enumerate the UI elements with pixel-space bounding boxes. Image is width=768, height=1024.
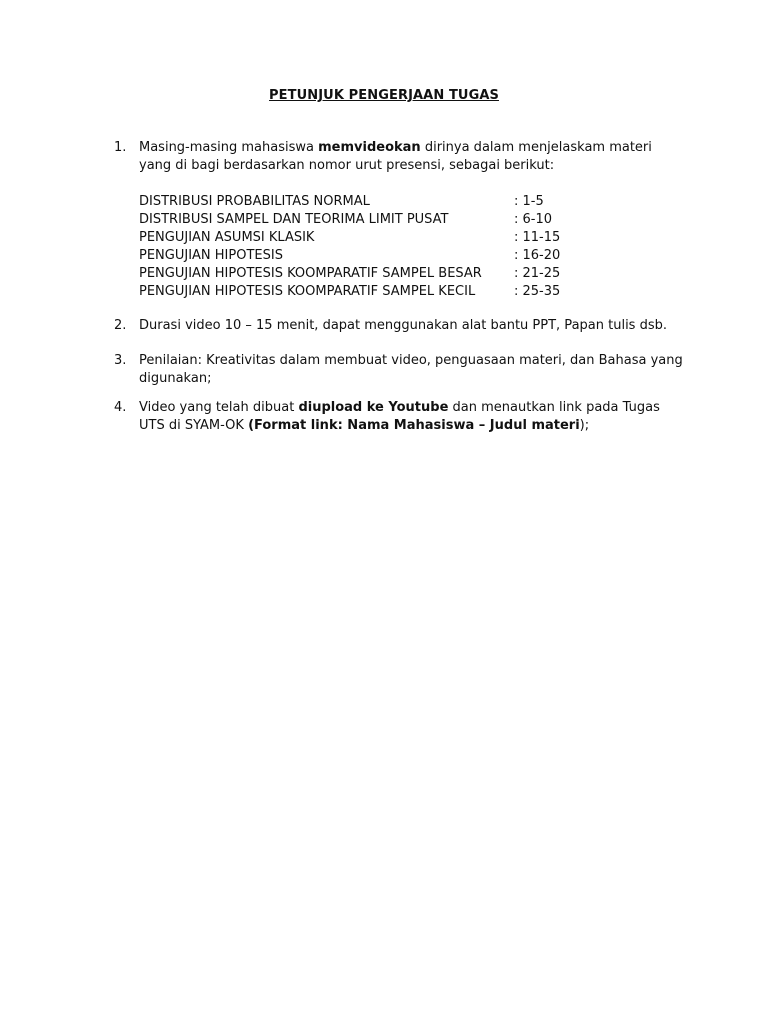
item-bold-text: memvideokan xyxy=(318,140,421,155)
item-text: ); xyxy=(579,418,590,433)
list-item-body: Penilaian: Kreativitas dalam membuat video, penguasaan materi, dan Bahasa yang digunakan; xyxy=(139,353,683,386)
item-text: Masing-masing mahasiswa xyxy=(139,140,319,155)
item-text: Video yang telah dibuat xyxy=(139,400,299,415)
list-item-1 xyxy=(114,139,684,301)
item-bold-text: diupload ke Youtube xyxy=(298,400,449,415)
topic-name: DISTRIBUSI PROBABILITAS NORMAL xyxy=(139,194,370,209)
item-text: dan menautkan link pada Tugas UTS di SYAM-OK xyxy=(139,400,660,433)
list-item-2 xyxy=(114,317,684,335)
topic-row xyxy=(139,211,559,229)
topic-table xyxy=(139,193,559,301)
topic-name: PENGUJIAN HIPOTESIS KOOMPARATIF SAMPEL BESAR xyxy=(139,266,482,281)
topic-range: : 25-35 xyxy=(514,284,561,299)
topic-name: DISTRIBUSI SAMPEL DAN TEORIMA LIMIT PUSAT xyxy=(139,212,449,227)
item-bold-text: (Format link: Nama Mahasiswa – Judul materi xyxy=(248,418,580,433)
topic-range: : 6-10 xyxy=(514,212,553,227)
list-number: 1. xyxy=(114,140,127,155)
topic-range: : 16-20 xyxy=(514,248,561,263)
topic-row xyxy=(139,193,559,211)
topic-range: : 1-5 xyxy=(514,194,544,209)
list-number: 2. xyxy=(114,318,127,333)
list-item-body: Durasi video 10 – 15 menit, dapat menggunakan alat bantu PPT, Papan tulis dsb. xyxy=(139,318,667,333)
list-item-body xyxy=(139,139,684,301)
topic-name: PENGUJIAN ASUMSI KLASIK xyxy=(139,230,315,245)
topic-row xyxy=(139,265,559,283)
list-number: 4. xyxy=(114,400,127,415)
list-item-body xyxy=(139,399,684,435)
topic-range: : 21-25 xyxy=(514,266,561,281)
list-number: 3. xyxy=(114,353,127,368)
list-item-4 xyxy=(114,399,684,435)
topic-range: : 11-15 xyxy=(514,230,561,245)
topic-name: PENGUJIAN HIPOTESIS xyxy=(139,248,283,263)
list-item-3 xyxy=(114,352,684,388)
topic-row xyxy=(139,283,559,301)
topic-row xyxy=(139,229,559,247)
item-text: dirinya dalam menjelaskam materi yang di bagi berdasarkan nomor urut presensi, sebagai berikut: xyxy=(139,140,652,173)
topic-row xyxy=(139,247,559,265)
topic-name: PENGUJIAN HIPOTESIS KOOMPARATIF SAMPEL KECIL xyxy=(139,284,476,299)
page-title: PETUNJUK PENGERJAAN TUGAS xyxy=(269,88,499,103)
